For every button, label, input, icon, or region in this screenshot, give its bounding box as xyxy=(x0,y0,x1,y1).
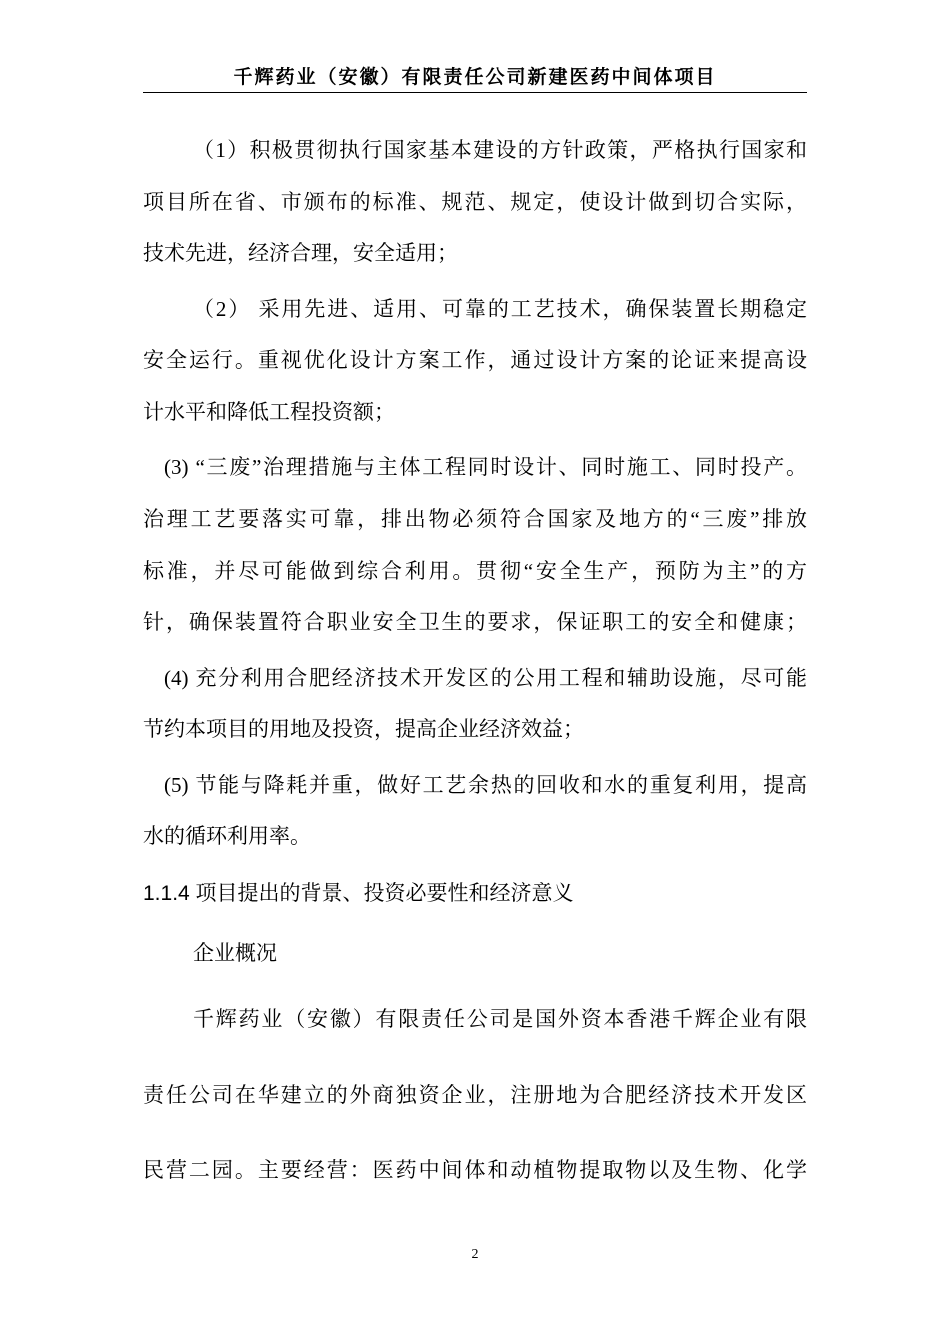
paragraph-3-line-1: (3) “三废”治理措施与主体工程同时设计、同时施工、同时投产。 xyxy=(164,455,807,479)
body-line-3: 民营二园。主要经营：医药中间体和动植物提取物以及生物、化学 xyxy=(143,1158,807,1182)
paragraph-4-line-2: 节约本项目的用地及投资，提高企业经济效益； xyxy=(143,717,584,741)
paragraph-5-line-2: 水的循环利用率。 xyxy=(143,824,311,848)
paragraph-2-line-2: 安全运行。重视优化设计方案工作，通过设计方案的论证来提高设 xyxy=(143,348,807,372)
paragraph-2-line-3: 计水平和降低工程投资额； xyxy=(143,400,395,424)
body-line-2: 责任公司在华建立的外商独资企业，注册地为合肥经济技术开发区 xyxy=(143,1083,807,1107)
page-number: 2 xyxy=(471,1247,479,1262)
paragraph-3-line-3: 标准，并尽可能做到综合利用。贯彻“安全生产，预防为主”的方 xyxy=(143,559,807,583)
body-line-1: 千辉药业（安徽）有限责任公司是国外资本香港千辉企业有限 xyxy=(193,1007,807,1031)
paragraph-2-line-1: （2） 采用先进、适用、可靠的工艺技术，确保装置长期稳定 xyxy=(193,297,807,321)
paragraph-1-line-3: 技术先进，经济合理，安全适用； xyxy=(143,241,458,265)
section-subheading: 企业概况 xyxy=(193,941,277,965)
paragraph-4-line-1: (4) 充分利用合肥经济技术开发区的公用工程和辅助设施，尽可能 xyxy=(164,666,807,690)
paragraph-1-line-1: （1）积极贯彻执行国家基本建设的方针政策，严格执行国家和 xyxy=(193,138,807,162)
paragraph-1-line-2: 项目所在省、市颁布的标准、规范、规定，使设计做到切合实际， xyxy=(143,190,807,214)
paragraph-3-line-4: 针，确保装置符合职业安全卫生的要求，保证职工的安全和健康； xyxy=(143,610,807,634)
paragraph-5-line-1: (5) 节能与降耗并重，做好工艺余热的回收和水的重复利用，提高 xyxy=(164,773,807,797)
header-rule xyxy=(143,92,807,93)
running-header: 千辉药业（安徽）有限责任公司新建医药中间体项目 xyxy=(233,66,717,88)
section-heading: 1.1.4 项目提出的背景、投资必要性和经济意义 xyxy=(143,882,574,905)
paragraph-3-line-2: 治理工艺要落实可靠，排出物必须符合国家及地方的“三废”排放 xyxy=(143,507,807,531)
